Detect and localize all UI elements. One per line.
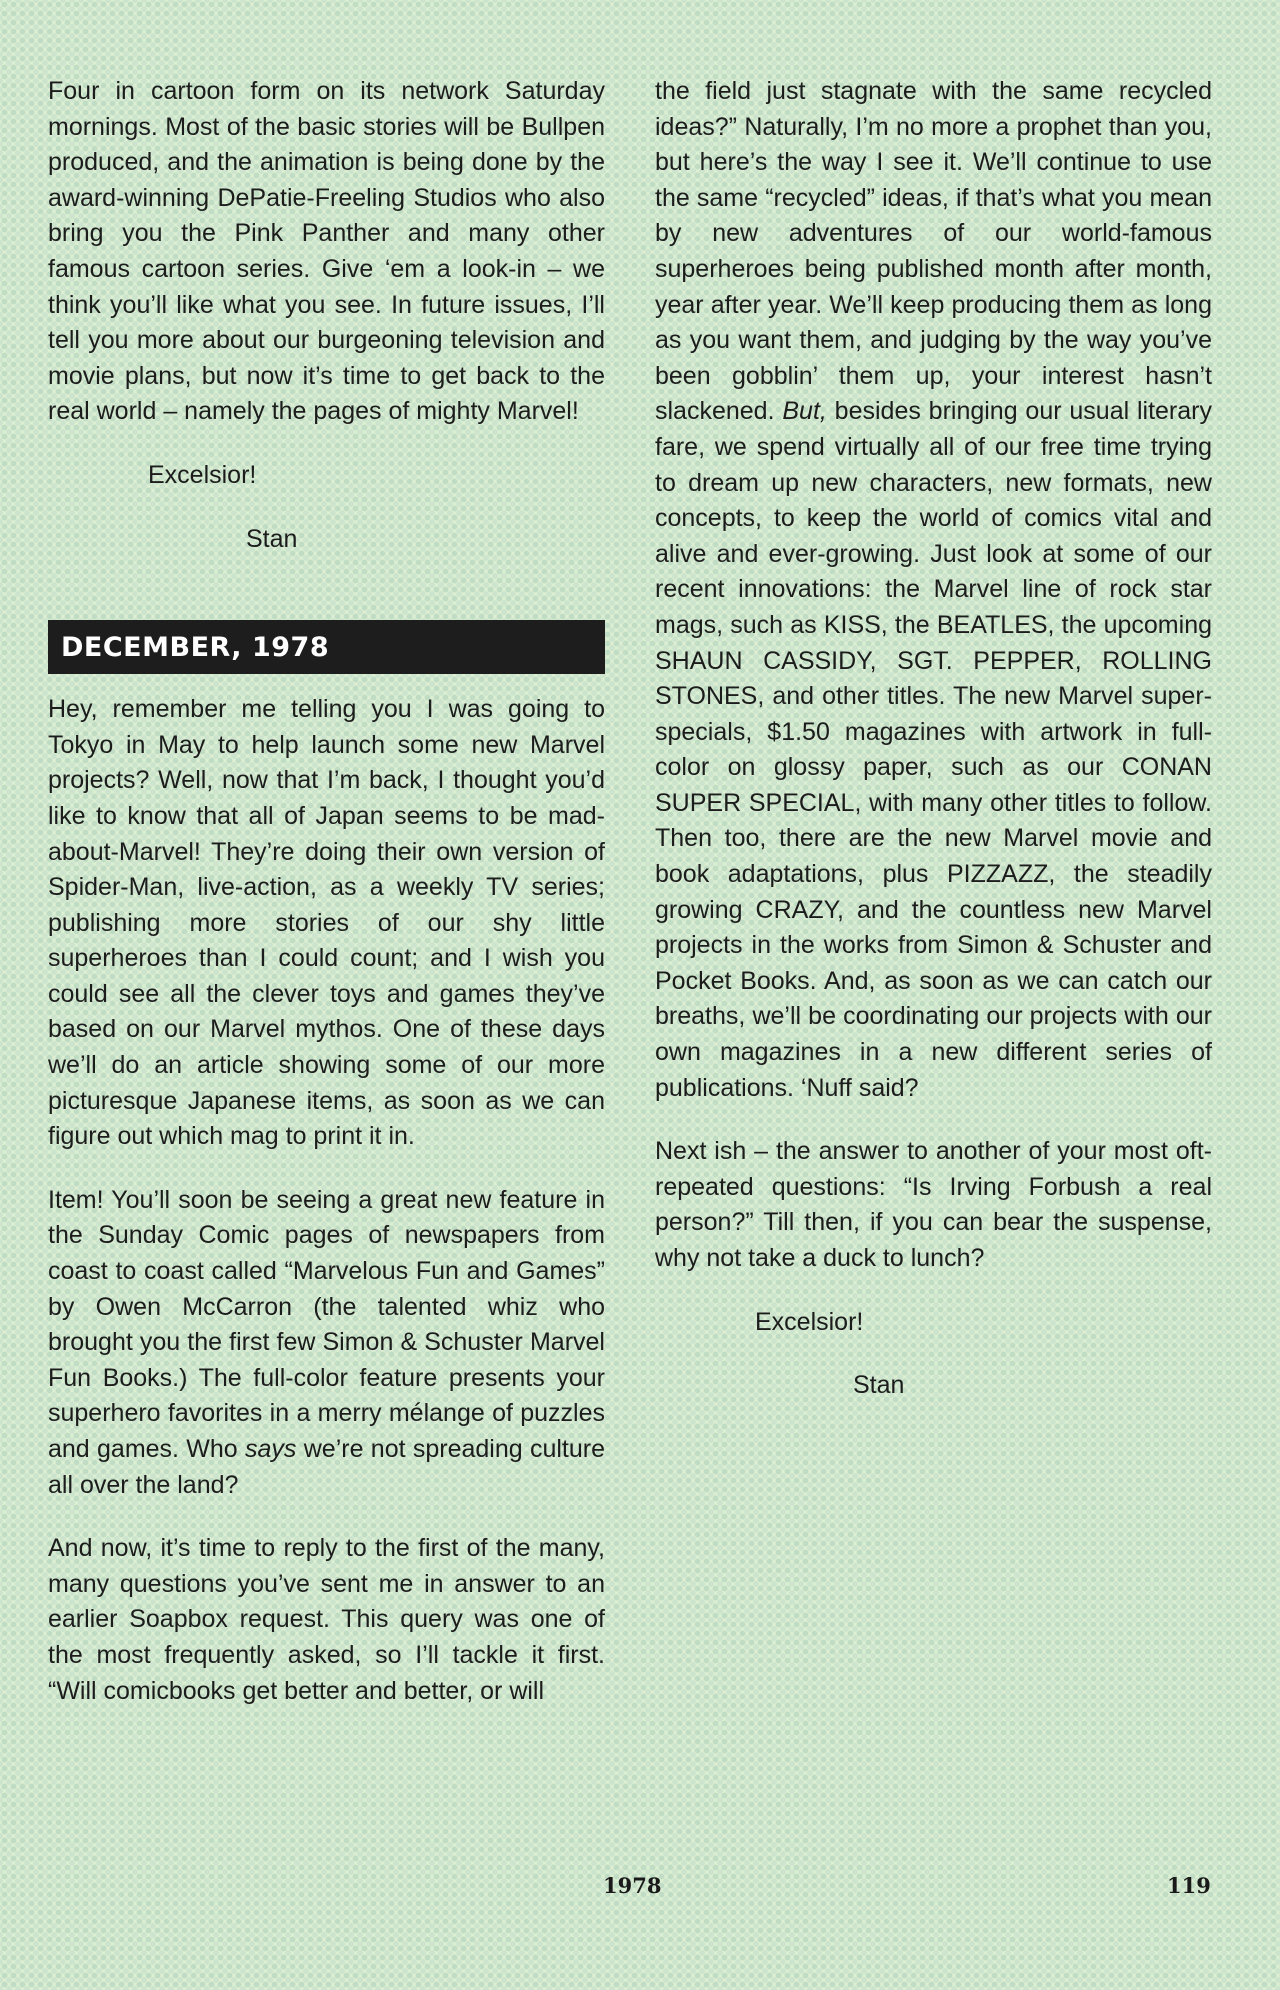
text-run: we’re not spreading culture all over the land?	[48, 1435, 605, 1499]
footer-year: 1978	[603, 1873, 662, 1898]
signoff: Excelsior!	[755, 1307, 864, 1336]
text-run: the field just stagnate with the same recycled ideas?” Naturally, I’m no more a prophet than you, but here’s the way I see it. We’ll continue to use the same “recycled” ideas, if that’s what you mean by new adventures of our world-famous superheroes being published month after month, year after year. We’ll keep producing them as long as you want them, and judging by the way you’ve been gobblin’ them up, your interest hasn’t slackened.	[655, 77, 1212, 426]
text-run: besides bringing our usual literary fare, we spend virtually all of our free time trying to dream up new characters, new formats, new concepts, to keep the world of comics vital and alive and ever-growing. Just look at some of our recent innovations: the Marvel line of rock star mags, such as KISS, the BEATLES, the upcoming SHAUN CASSIDY, SGT. PEPPER, ROLLING STONES, and other titles. The new Marvel super-specials, $1.50 magazines with artwork in full-color on glossy paper, such as our CONAN SUPER SPECIAL, with many other titles to follow. Then too, there are the new Marvel movie and book adaptations, plus PIZZAZZ, the steadily growing CRAZY, and the countless new Marvel projects in the works from Simon & Schuster and Pocket Books. And, as soon as we can catch our breaths, we’ll be coordinating our projects with our own magazines in a new different series of publications. ‘Nuff said?	[655, 397, 1212, 1102]
signoff: Excelsior!	[148, 460, 257, 489]
paragraph: Hey, remember me telling you I was going to Tokyo in May to help launch some new Marvel projects? Well, now that I’m back, I thought you’d like to know that all of Japan seems to be mad-about-Marvel! They’re doing their own version of Spider-Man, live-action, as a weekly TV series; publishing more stories of our shy little superheroes than I could count; and I wish you could see all the clever toys and games they’ve based on our Marvel mythos. One of these days we’ll do an article showing some of our more picturesque Japanese items, as soon as we can figure out which mag to print it in.	[48, 695, 605, 1151]
emphasis: says	[245, 1435, 297, 1463]
paragraph	[655, 74, 1212, 1106]
right-column	[655, 74, 1212, 1404]
paragraph: Four in cartoon form on its network Saturday mornings. Most of the basic stories will be Bullpen produced, and the animation is being done by the award-winning DePatie-Freeling Studios who also bring you the Pink Panther and many other famous cartoon series. Give ‘em a look-in – we think you’ll like what you see. In future issues, I’ll tell you more about our burgeoning television and movie plans, but now it’s time to get back to the real world – namely the pages of mighty Marvel!	[48, 77, 605, 426]
page-number: 119	[1167, 1873, 1211, 1898]
left-column	[48, 74, 605, 1737]
signature: Stan	[853, 1371, 905, 1400]
section-heading: DECEMBER, 1978	[48, 620, 605, 674]
paragraph: And now, it’s time to reply to the first of the many, many questions you’ve sent me in answer to an earlier Soapbox request. This query was one of the most frequently asked, so I’ll tackle it first. “Will comicbooks get better and better, or will	[48, 1534, 605, 1705]
signature: Stan	[246, 524, 298, 553]
text-run: Item! You’ll soon be seeing a great new feature in the Sunday Comic pages of newspapers from coast to coast called “Marvelous Fun and Games” by Owen McCarron (the talented whiz who brought you the first few Simon & Schuster Marvel Fun Books.) The full-color feature presents your superhero favorites in a merry mélange of puzzles and games. Who	[48, 1185, 605, 1463]
paragraph: Next ish – the answer to another of your most oft-repeated questions: “Is Irving Forbush a real person?” Till then, if you can bear the suspense, why not take a duck to lunch?	[655, 1137, 1212, 1272]
paragraph	[48, 1183, 605, 1503]
emphasis: But,	[782, 397, 827, 426]
